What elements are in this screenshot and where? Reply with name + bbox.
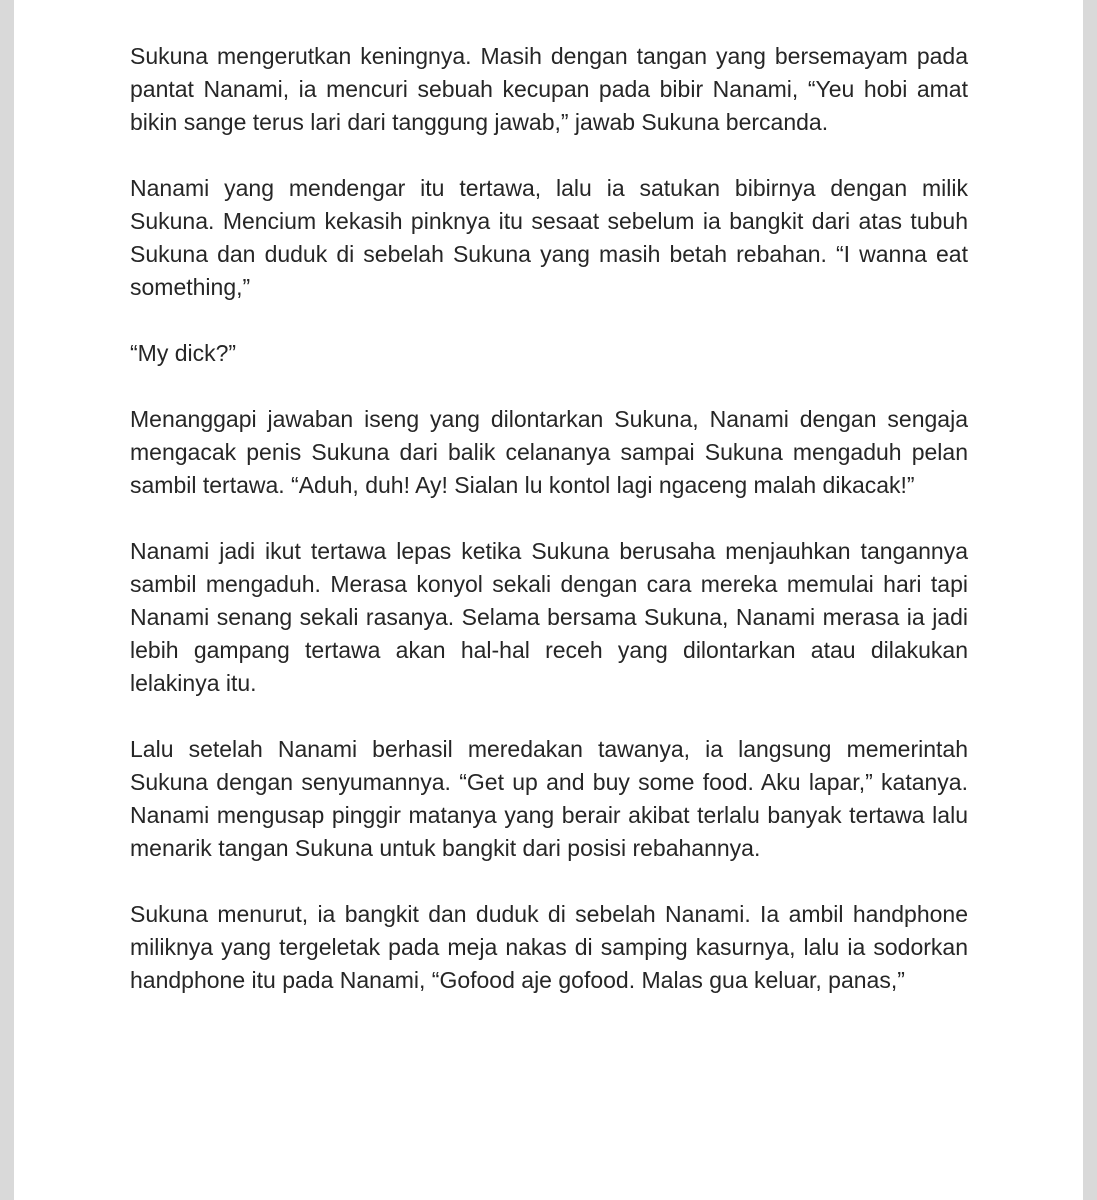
paragraph-7: Sukuna menurut, ia bangkit dan duduk di sebelah Nanami. Ia ambil handphone miliknya yang tergeletak pada meja nakas di samping kasurnya, lalu ia sodorkan handphone itu pada Nanami, “Gofood aje gofood. Malas gua keluar, panas,” xyxy=(130,901,968,993)
paragraph-3: “My dick?” xyxy=(130,340,237,366)
paragraph-1: Sukuna mengerutkan keningnya. Masih dengan tangan yang bersemayam pada pantat Nanami, ia mencuri sebuah kecupan pada bibir Nanami, “Yeu hobi amat bikin sange terus lari dari tanggung jawab,” jawab Sukuna bercanda. xyxy=(130,43,968,135)
document-page xyxy=(14,0,1083,1200)
paragraph-4: Menanggapi jawaban iseng yang dilontarkan Sukuna, Nanami dengan sengaja mengacak penis Sukuna dari balik celananya sampai Sukuna mengaduh pelan sambil tertawa. “Aduh, duh! Ay! Sialan lu kontol lagi ngaceng malah dikacak!” xyxy=(130,406,968,498)
paragraph-5: Nanami jadi ikut tertawa lepas ketika Sukuna berusaha menjauhkan tangannya sambil mengaduh. Merasa konyol sekali dengan cara mereka memulai hari tapi Nanami senang sekali rasanya. Selama bersama Sukuna, Nanami merasa ia jadi lebih gampang tertawa akan hal-hal receh yang dilontarkan atau dilakukan lelakinya itu. xyxy=(130,538,968,696)
paragraph-6: Lalu setelah Nanami berhasil meredakan tawanya, ia langsung memerintah Sukuna dengan senyumannya. “Get up and buy some food. Aku lapar,” katanya. Nanami mengusap pinggir matanya yang berair akibat terlalu banyak tertawa lalu menarik tangan Sukuna untuk bangkit dari posisi rebahannya. xyxy=(130,736,968,861)
paragraph-2: Nanami yang mendengar itu tertawa, lalu ia satukan bibirnya dengan milik Sukuna. Mencium kekasih pinknya itu sesaat sebelum ia bangkit dari atas tubuh Sukuna dan duduk di sebelah Sukuna yang masih betah rebahan. “I wanna eat something,” xyxy=(130,175,968,300)
document-body xyxy=(130,40,968,1030)
